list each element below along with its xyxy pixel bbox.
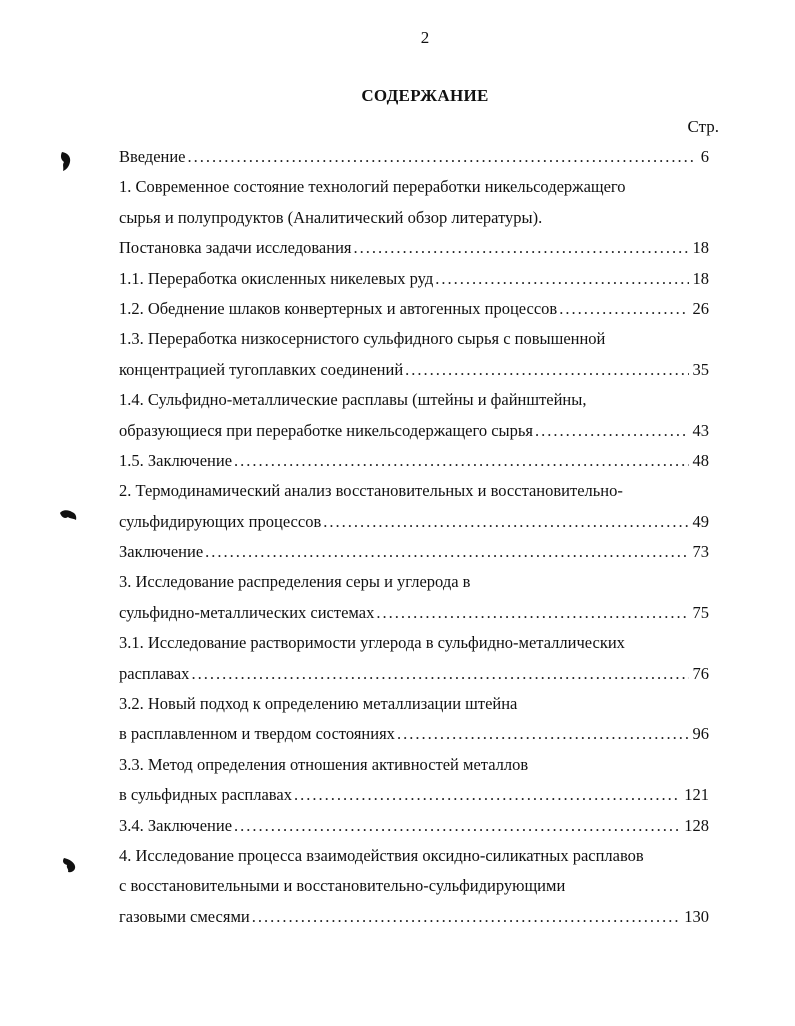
dot-leader <box>353 233 688 263</box>
toc-entry-text: Постановка задачи исследования <box>119 238 352 258</box>
dot-leader <box>188 142 697 172</box>
toc-line <box>119 203 709 233</box>
toc-entry-text: Заключение <box>119 542 204 562</box>
binder-hole-mark-icon <box>60 856 78 874</box>
toc-entry-text: сырья и полупродуктов (Аналитический обзор литературы). <box>119 207 543 227</box>
dot-leader <box>234 446 688 476</box>
toc-entry-text: концентрацией тугоплавких соединений <box>119 359 404 379</box>
toc-line <box>119 628 709 658</box>
toc-line <box>119 446 709 476</box>
toc-entry-page: 75 <box>692 602 709 622</box>
toc-entry-page: 49 <box>692 511 709 531</box>
toc-entry-text: 1.5. Заключение <box>119 450 233 470</box>
toc-line <box>119 355 709 385</box>
toc-entry-text: сульфидирующих процессов <box>119 511 322 531</box>
toc-entry-page: 130 <box>684 906 709 926</box>
dot-leader <box>234 811 680 841</box>
dot-leader <box>323 507 688 537</box>
toc-line <box>119 567 709 597</box>
dot-leader <box>191 659 688 689</box>
toc-entry-page: 18 <box>692 238 709 258</box>
toc-entry-text: расплавах <box>119 663 190 683</box>
toc-entry-text: газовыми смесями <box>119 906 250 926</box>
toc-line <box>119 172 709 202</box>
dot-leader <box>205 537 688 567</box>
toc-entry-page: 6 <box>700 147 709 166</box>
toc-entry-page: 96 <box>692 724 709 744</box>
page-number: 2 <box>420 28 430 47</box>
binder-hole-mark-icon <box>58 150 74 172</box>
toc-line <box>119 841 709 871</box>
toc-entry-text: 4. Исследование процесса взаимодействия оксидно-силикатных расплавов <box>119 845 644 865</box>
toc-entry-page: 26 <box>692 298 709 318</box>
dot-leader <box>559 294 688 324</box>
toc-line <box>119 537 709 567</box>
toc-entry-text: 1.3. Переработка низкосернистого сульфидного сырья с повышенной <box>119 329 606 349</box>
toc-entry-text: 1.1. Переработка окисленных никелевых руд <box>119 268 434 288</box>
toc-entry-text: 1.4. Сульфидно-металлические расплавы (штейны и файнштейны, <box>119 390 587 410</box>
toc-entry-text: 3.1. Исследование растворимости углерода в сульфидно-металлических <box>119 633 625 653</box>
toc-line <box>119 659 709 689</box>
toc-entry-text: Введение <box>119 147 186 166</box>
toc-entry-text: с восстановительными и восстановительно-сульфидирующими <box>119 876 566 896</box>
dot-leader <box>435 264 688 294</box>
toc-entry-text: 3.4. Заключение <box>119 815 233 835</box>
dot-leader <box>397 719 689 749</box>
toc-line <box>119 264 709 294</box>
dot-leader <box>535 416 689 446</box>
dot-leader <box>252 902 681 932</box>
toc-line <box>119 719 709 749</box>
table-of-contents <box>119 142 709 932</box>
page-column-label: Стр. <box>687 117 719 136</box>
toc-entry-text: сульфидно-металлических системах <box>119 602 375 622</box>
toc-line <box>119 780 709 810</box>
toc-line <box>119 385 709 415</box>
toc-entry-page: 128 <box>684 815 709 835</box>
dot-leader <box>405 355 688 385</box>
toc-line <box>119 689 709 719</box>
toc-line <box>119 871 709 901</box>
toc-entry-text: 3. Исследование распределения серы и углерода в <box>119 572 471 592</box>
toc-line <box>119 598 709 628</box>
toc-line <box>119 324 709 354</box>
toc-entry-text: в сульфидных расплавах <box>119 785 292 805</box>
toc-entry-page: 121 <box>684 785 709 805</box>
toc-line <box>119 294 709 324</box>
toc-entry-text: образующиеся при переработке никельсодержащего сырья <box>119 420 533 440</box>
toc-line <box>119 233 709 263</box>
toc-line <box>119 902 709 932</box>
toc-entry-text: 2. Термодинамический анализ восстановительных и восстановительно- <box>119 481 623 501</box>
toc-entry-page: 35 <box>692 359 709 379</box>
toc-entry-text: 1. Современное состояние технологий переработки никельсодержащего <box>119 177 626 197</box>
toc-line <box>119 416 709 446</box>
toc-entry-page: 18 <box>692 268 709 288</box>
toc-entry-text: 3.2. Новый подход к определению металлизации штейна <box>119 694 518 714</box>
toc-entry-page: 73 <box>692 542 709 562</box>
toc-line <box>119 507 709 537</box>
toc-line <box>119 750 709 780</box>
dot-leader <box>376 598 688 628</box>
toc-entry-page: 76 <box>692 663 709 683</box>
toc-line <box>119 142 709 172</box>
toc-entry-text: 1.2. Обеднение шлаков конвертерных и автогенных процессов <box>119 298 558 318</box>
binder-hole-mark-icon <box>58 507 78 523</box>
page-title: СОДЕРЖАНИЕ <box>361 86 489 105</box>
toc-entry-text: в расплавленном и твердом состояниях <box>119 724 395 744</box>
dot-leader <box>294 780 680 810</box>
toc-entry-text: 3.3. Метод определения отношения активностей металлов <box>119 754 529 774</box>
toc-line <box>119 476 709 506</box>
toc-entry-page: 48 <box>692 450 709 470</box>
toc-line <box>119 811 709 841</box>
toc-entry-page: 43 <box>692 420 709 440</box>
